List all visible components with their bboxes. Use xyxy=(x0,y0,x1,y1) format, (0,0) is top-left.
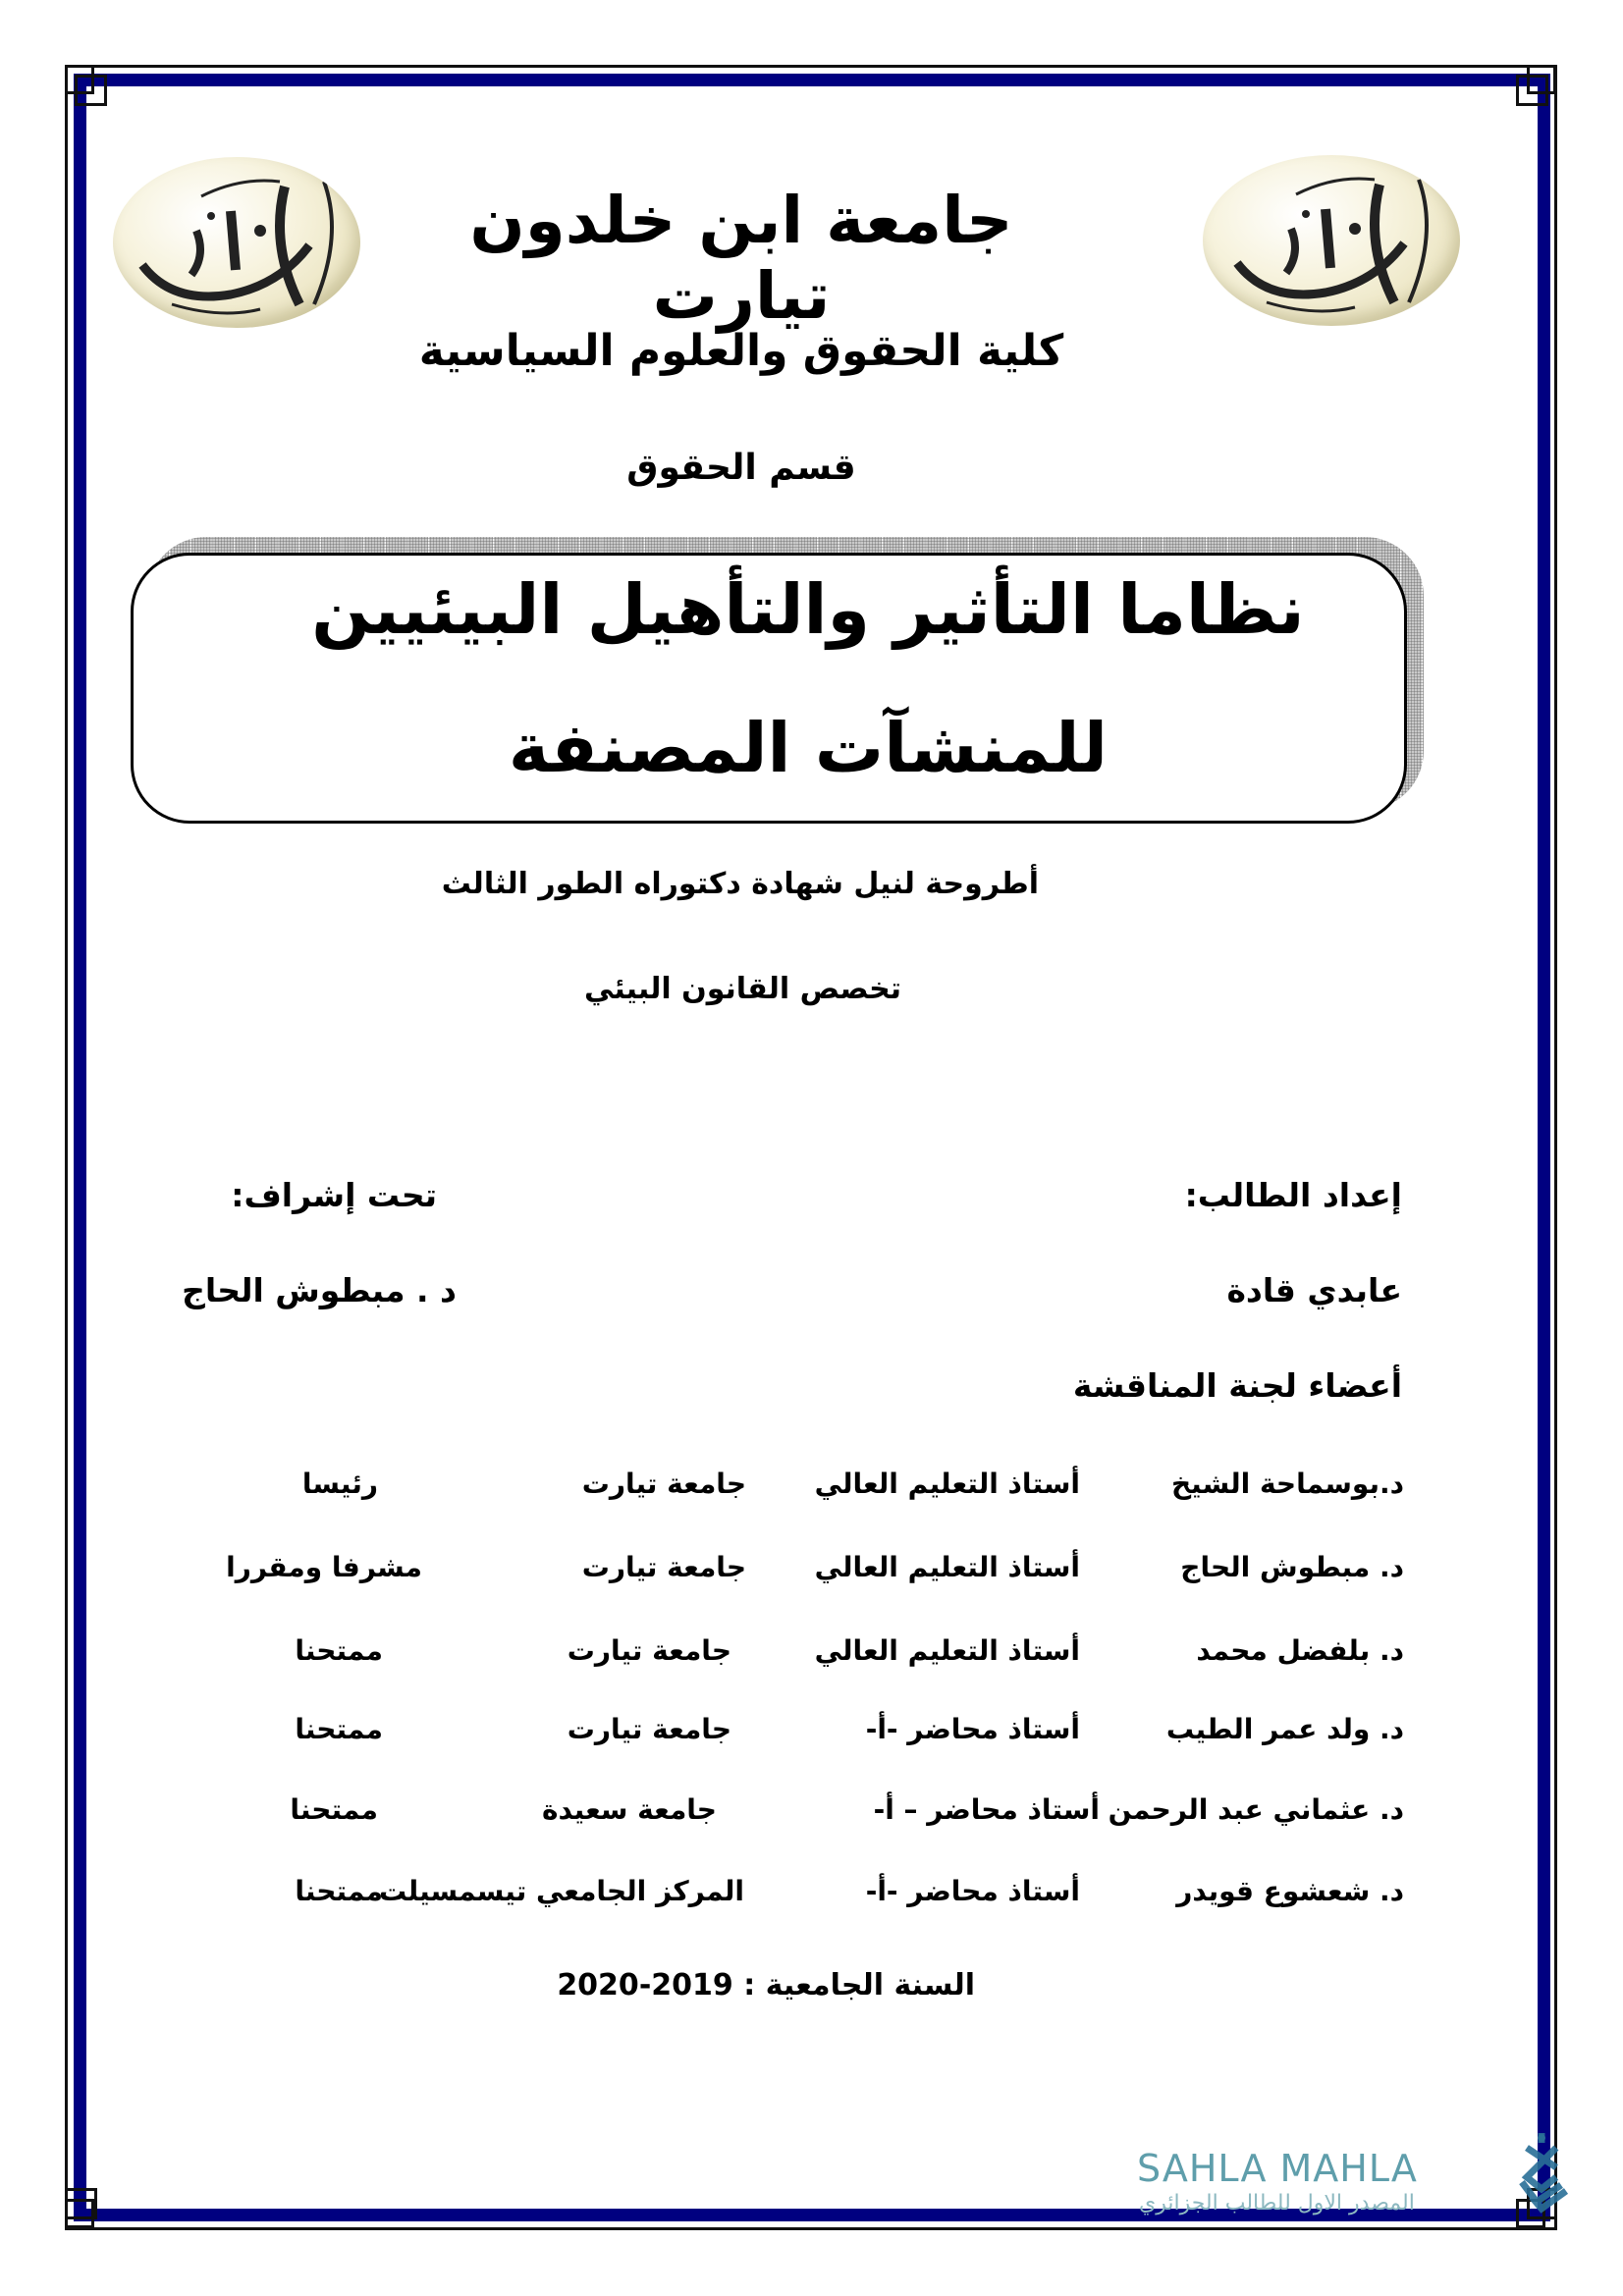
member-institution: جامعة تيارت xyxy=(567,1634,731,1667)
corner-ornament-top-right-inner xyxy=(1516,75,1548,106)
member-institution: المركز الجامعي تيسمسيلت xyxy=(379,1875,744,1907)
member-role: رئيسا xyxy=(301,1468,378,1500)
thesis-title-line-2: للمنشآت المصنفة xyxy=(508,708,1109,788)
calligraphy-seal-icon xyxy=(113,157,360,328)
university-seal-right xyxy=(1203,155,1460,326)
calligraphy-seal-icon xyxy=(1203,155,1460,326)
committee-row xyxy=(177,1468,1404,1517)
member-institution: جامعة تيارت xyxy=(581,1551,746,1583)
corner-ornament-bottom-left-inner xyxy=(65,2188,97,2219)
student-name: عابدي قادة xyxy=(1226,1271,1402,1309)
watermark-tagline: المصدر الاول للطالب الجزائري xyxy=(1139,2191,1415,2216)
member-name: د. ولد عمر الطيب xyxy=(1165,1713,1404,1745)
member-role: ممتحنا xyxy=(295,1875,383,1907)
committee-row xyxy=(177,1634,1404,1683)
member-institution: جامعة تيارت xyxy=(567,1713,731,1745)
member-name: د. مبطوش الحاج xyxy=(1180,1551,1404,1583)
university-name: جامعة ابن خلدون تيارت xyxy=(469,183,1013,334)
member-name: د. عثماني عبد الرحمن xyxy=(1108,1793,1404,1826)
member-institution: جامعة سعيدة xyxy=(541,1793,717,1826)
member-role: مشرفا ومقررا xyxy=(226,1551,422,1583)
committee-heading: أعضاء لجنة المناقشة xyxy=(1072,1366,1402,1405)
committee-row xyxy=(177,1551,1404,1600)
watermark-brand: SAHLA MAHLA xyxy=(1137,2147,1418,2190)
member-role: ممتحنا xyxy=(295,1713,383,1745)
member-rank: أستاذ التعليم العالي xyxy=(814,1634,1080,1667)
faculty-name: كلية الحقوق والعلوم السياسية xyxy=(418,326,1064,376)
member-name: د. شعشوع قويدر xyxy=(1176,1875,1404,1907)
student-label: إعداد الطالب: xyxy=(1184,1176,1402,1214)
academic-year: السنة الجامعية : 2019-2020 xyxy=(557,1968,975,2002)
member-rank: أستاذ التعليم العالي xyxy=(814,1468,1080,1500)
specialty-line: تخصص القانون البيئي xyxy=(584,972,901,1006)
member-role: ممتحنا xyxy=(290,1793,378,1826)
committee-row xyxy=(177,1875,1404,1924)
member-rank: أستاذ محاضر – أ- xyxy=(873,1793,1100,1826)
member-institution: جامعة تيارت xyxy=(581,1468,746,1500)
member-role: ممتحنا xyxy=(295,1634,383,1667)
supervisor-label: تحت إشراف: xyxy=(231,1176,437,1214)
department-name: قسم الحقوق xyxy=(626,448,856,488)
degree-line: أطروحة لنيل شهادة دكتوراه الطور الثالث xyxy=(441,867,1039,901)
supervisor-name: د . مبطوش الحاج xyxy=(182,1271,457,1309)
thesis-title-box xyxy=(131,553,1407,824)
sahla-mahla-logo-icon xyxy=(1512,2128,1571,2216)
member-name: د. بلفضل محمد xyxy=(1196,1634,1404,1667)
committee-row xyxy=(177,1713,1404,1762)
member-rank: أستاذ محاضر -أ- xyxy=(865,1713,1080,1745)
member-rank: أستاذ التعليم العالي xyxy=(814,1551,1080,1583)
member-rank: أستاذ محاضر -أ- xyxy=(865,1875,1080,1907)
member-name: د.بوسماحة الشيخ xyxy=(1170,1468,1404,1500)
university-seal-left xyxy=(113,157,360,328)
committee-row xyxy=(177,1793,1404,1842)
thesis-title-line-1: نظاما التأثير والتأهيل البيئيين xyxy=(311,569,1305,650)
corner-ornament-top-left-inner xyxy=(75,75,107,106)
